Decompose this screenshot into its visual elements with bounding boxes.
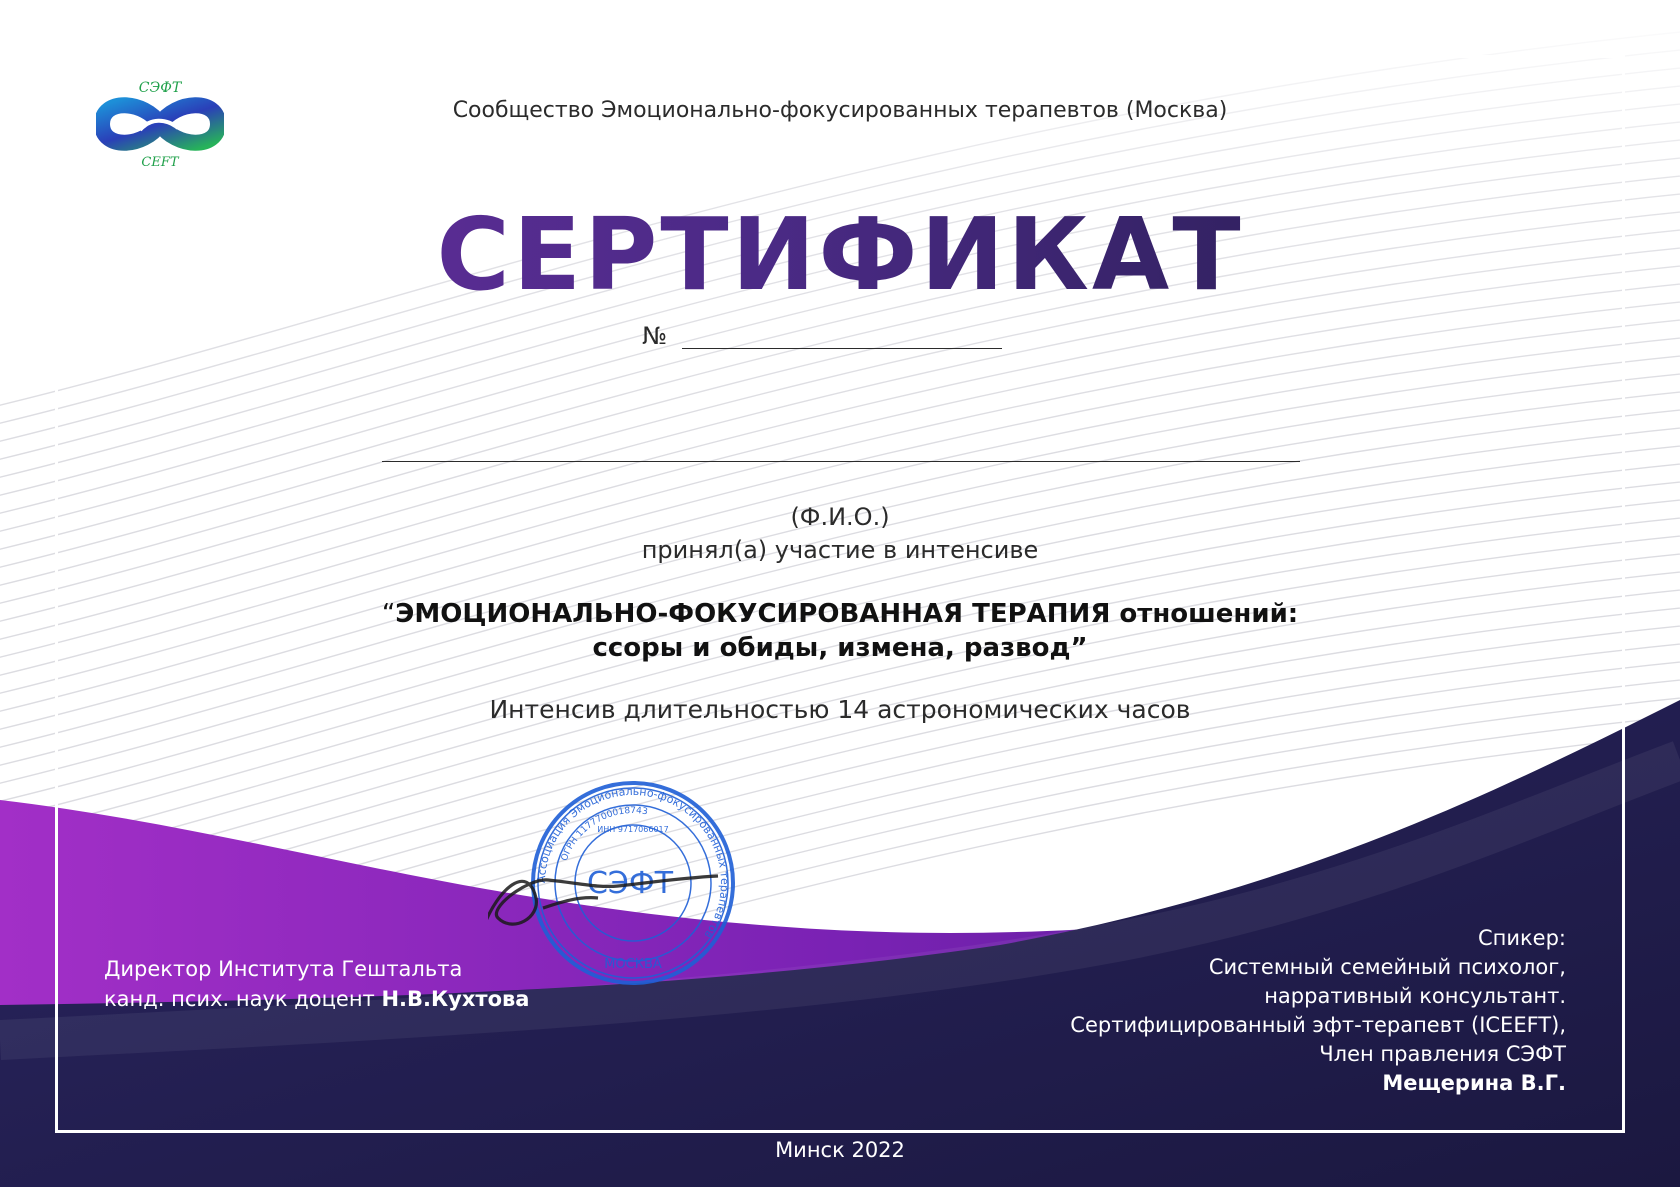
course-duration: Интенсив длительностью 14 астрономических часов [489, 695, 1191, 724]
director-credentials [104, 984, 529, 1014]
speaker-line1: Системный семейный психолог, [1208, 955, 1566, 979]
director-signature-block [104, 954, 529, 1014]
open-quote: “ [381, 599, 396, 629]
stamp-ogrn-text: ОГРН 1177700018743 [559, 805, 649, 863]
fio-caption: (Ф.И.О.) [790, 503, 890, 531]
logo-text-bottom: CEFT [141, 155, 179, 168]
organization-name: Сообщество Эмоционально-фокусированных терапевтов (Москва) [452, 98, 1228, 123]
speaker-label: Спикер: [1477, 926, 1566, 950]
certificate-title: СЕРТИФИКАТ [0, 195, 1680, 315]
director-title: Директор Института Гештальта [104, 957, 463, 981]
stamp-inn-text: ИНН 9717066017 [597, 825, 669, 834]
city-year: Минск 2022 [775, 1138, 905, 1162]
stamp-center-text: СЭФТ [586, 866, 674, 901]
speaker-line2: нарративный консультант. [1264, 984, 1566, 1008]
speaker-block [1070, 924, 1566, 1098]
course-title-bold: ЭМОЦИОНАЛЬНО-ФОКУСИРОВАННАЯ ТЕРАПИЯ отношений: [395, 599, 1299, 629]
speaker-name: Мещерина В.Г. [1382, 1071, 1566, 1095]
speaker-line3: Сертифицированный эфт-терапевт (ICEEFT), [1070, 1013, 1566, 1037]
director-name: Н.В.Кухтова [381, 987, 530, 1011]
course-title-line2: ссоры и обиды, измена, развод” [592, 633, 1088, 663]
official-stamp [488, 768, 778, 998]
stamp-ring-text: Ассоциация Эмоционально-фокусированных терапевтов [534, 784, 732, 941]
course-title-line1 [0, 597, 1680, 631]
certificate-number-field [682, 348, 1002, 349]
fio-field [382, 461, 1300, 462]
participation-text: принял(а) участие в интенсиве [641, 536, 1039, 564]
stamp-city-text: МОСКВА [604, 957, 662, 972]
ceft-logo [96, 78, 224, 168]
certificate-number-label: № [642, 322, 667, 350]
speaker-line4: Член правления СЭФТ [1319, 1042, 1566, 1066]
course-title [0, 597, 1680, 665]
logo-text-top: СЭФТ [138, 80, 182, 96]
director-degree: канд. псих. наук доцент [104, 987, 382, 1011]
